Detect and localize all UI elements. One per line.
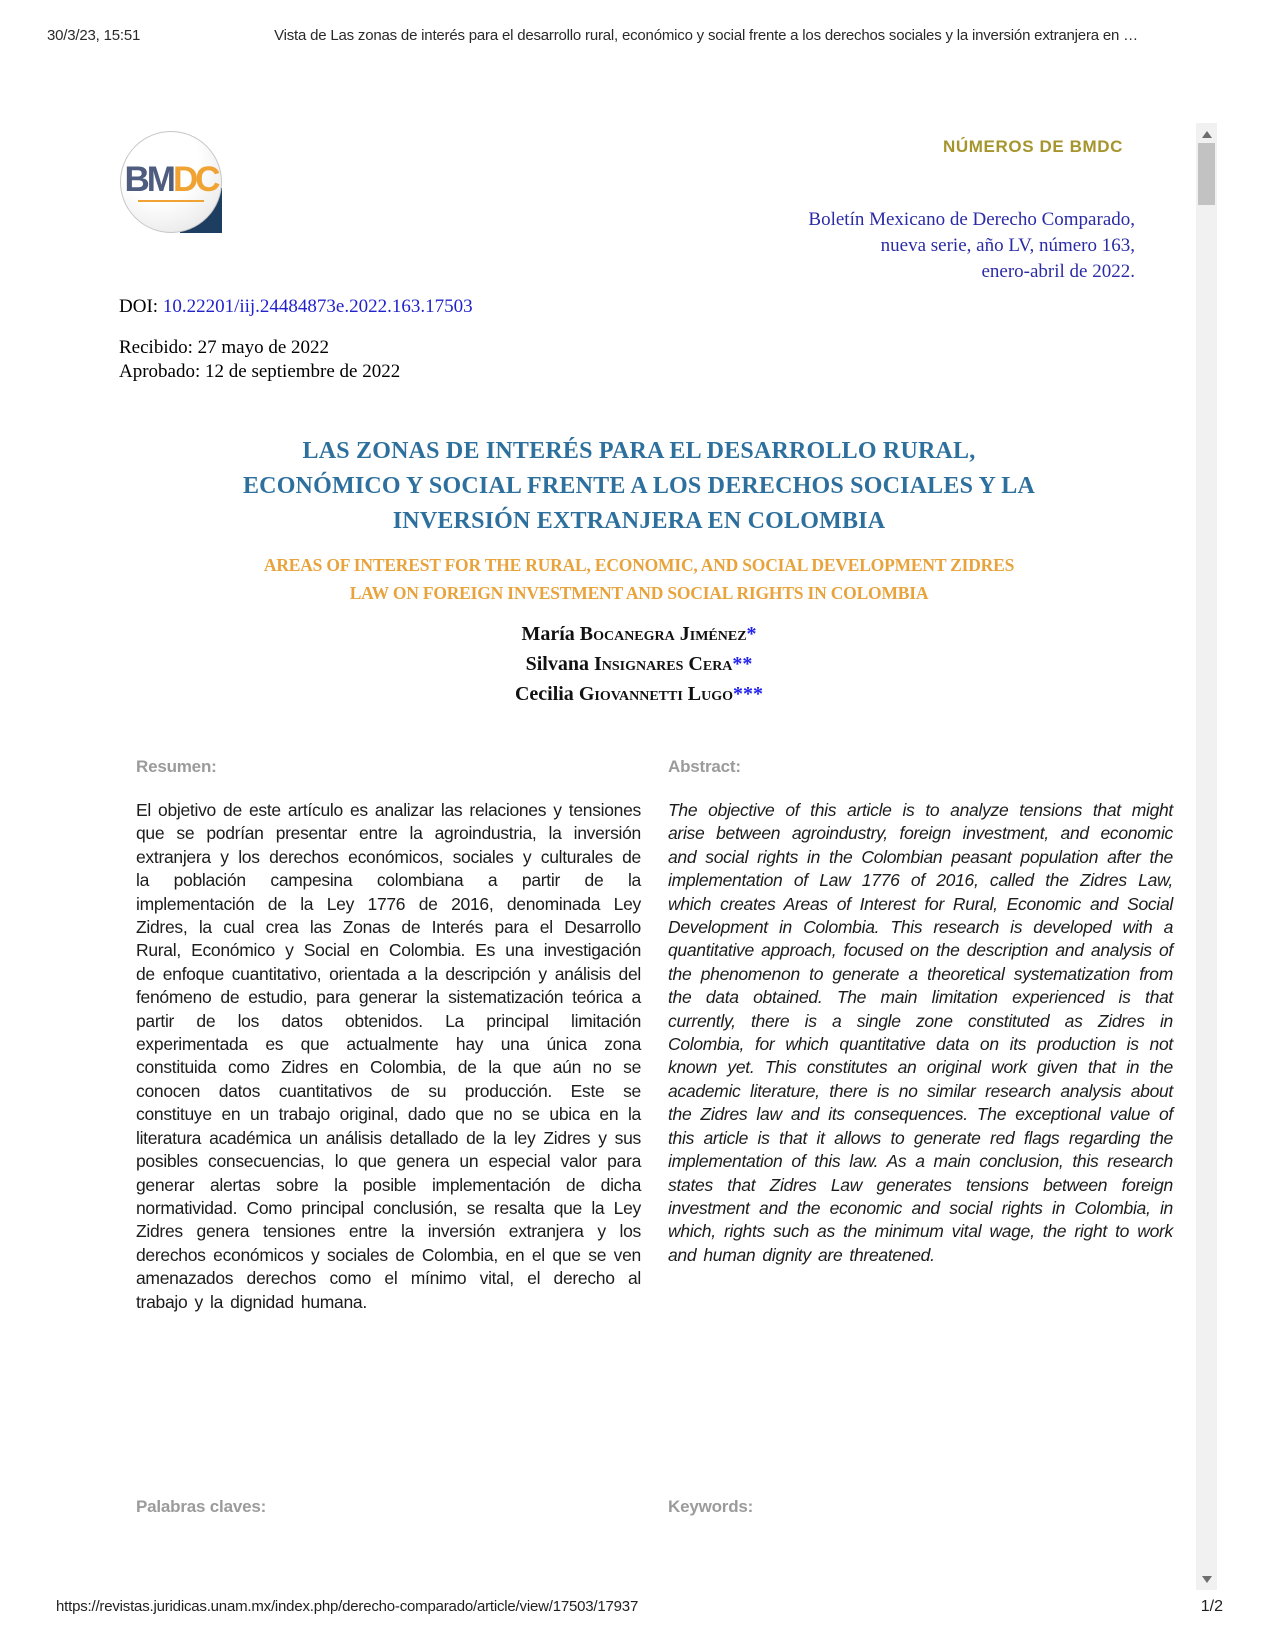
logo-letters bbox=[125, 162, 218, 197]
article-title-es bbox=[108, 434, 1170, 539]
abstract-columns bbox=[136, 757, 1173, 1314]
title-es-line-3: INVERSIÓN EXTRANJERA EN COLOMBIA bbox=[392, 508, 886, 534]
scroll-down-button[interactable] bbox=[1196, 1570, 1217, 1588]
article-title-en bbox=[128, 551, 1150, 607]
keywords-heading: Keywords: bbox=[668, 1497, 754, 1516]
approved-date: Aprobado: 12 de septiembre de 2022 bbox=[119, 361, 401, 382]
author-1-surname: Bocanegra Jiménez bbox=[579, 623, 747, 645]
scroll-down-icon bbox=[1202, 1576, 1212, 1583]
doi-label: DOI: bbox=[119, 296, 163, 317]
authors-block bbox=[108, 619, 1170, 709]
resumen-column bbox=[136, 757, 641, 1314]
bmdc-logo[interactable] bbox=[120, 131, 222, 233]
doi-link[interactable]: 10.22201/iij.24484873e.2022.163.17503 bbox=[162, 296, 473, 317]
journal-issue-info bbox=[808, 207, 1135, 285]
keywords-row bbox=[136, 1497, 1173, 1517]
issue-line-3: enero-abril de 2022. bbox=[981, 261, 1135, 282]
author-1 bbox=[108, 619, 1170, 649]
print-header-datetime: 30/3/23, 15:51 bbox=[47, 27, 141, 44]
logo-circle bbox=[120, 131, 222, 233]
title-en-line-1: AREAS OF INTEREST FOR THE RURAL, ECONOMIC, AND SOCIAL DEVELOPMENT ZIDRES bbox=[263, 555, 1015, 575]
title-es-line-1: LAS ZONAS DE INTERÉS PARA EL DESARROLLO RURAL, bbox=[302, 438, 976, 464]
scrollbar-thumb[interactable] bbox=[1198, 143, 1215, 205]
abstract-column bbox=[668, 757, 1173, 1314]
author-3-surname: Giovannetti Lugo bbox=[578, 683, 734, 705]
logo-underline bbox=[138, 200, 204, 202]
submission-dates bbox=[119, 336, 400, 384]
abstract-text: The objective of this article is to analyze tensions that might arise between agroindustry, foreign investment, and economic and social rights in the Colombian peasant population after the implementation of Law 1776 of 2016, called the Zidres Law, which creates Areas of Interest for Rural, Economic and Social Development in Colombia. This research is developed with a quantitative approach, focused on the description and analysis of the phenomenon to generate a theoretical systematization from the data obtained. The main limitation experienced is that currently, there is a single zone constituted as Zidres in Colombia, for which quantitative data on its production is not known yet. This constitutes an original work given that in the academic literature, there is no similar research analysis about the Zidres law and its consequences. The exceptional value of this article is that it allows to generate red flags regarding the implementation of this law. As a main conclusion, this research states that Zidres Law generates tensions between foreign investment and the economic and social rights in Colombia, in which, rights such as the minimum vital wage, the right to work and human dignity are threatened. bbox=[668, 800, 1173, 1265]
author-1-footnote-mark[interactable]: * bbox=[746, 623, 757, 645]
logo-letters-accent: DC bbox=[172, 160, 218, 199]
resumen-heading: Resumen: bbox=[136, 757, 217, 776]
scroll-up-icon bbox=[1202, 131, 1212, 138]
author-3-given: Cecilia bbox=[514, 683, 579, 705]
print-footer-url: https://revistas.juridicas.unam.mx/index.php/derecho-comparado/article/view/17503/17937 bbox=[56, 1598, 639, 1615]
author-2 bbox=[108, 649, 1170, 679]
author-2-given: Silvana bbox=[525, 653, 594, 675]
vertical-scrollbar[interactable] bbox=[1196, 123, 1217, 1590]
scroll-up-button[interactable] bbox=[1196, 125, 1217, 143]
logo-letters-primary: BM bbox=[124, 160, 173, 199]
numeros-de-bmdc-link[interactable]: NÚMEROS DE BMDC bbox=[943, 137, 1123, 156]
author-2-footnote-mark[interactable]: ** bbox=[732, 653, 753, 675]
author-3 bbox=[108, 679, 1170, 709]
issue-line-2: nueva serie, año LV, número 163, bbox=[880, 235, 1135, 256]
print-footer-page-indicator: 1/2 bbox=[1200, 1598, 1223, 1615]
print-header-doc-title: Vista de Las zonas de interés para el desarrollo rural, económico y social frente a los derechos sociales y la inversión extranjera en … bbox=[274, 27, 1138, 44]
received-date: Recibido: 27 mayo de 2022 bbox=[119, 337, 330, 358]
palabras-claves-heading: Palabras claves: bbox=[136, 1497, 267, 1516]
doi-line bbox=[119, 296, 473, 318]
abstract-heading: Abstract: bbox=[668, 757, 741, 776]
author-2-surname: Insignares Cera bbox=[593, 653, 733, 675]
resumen-text: El objetivo de este artículo es analizar las relaciones y tensiones que se podrían presentar entre la agroindustria, la inversión extranjera y los derechos económicos, sociales y culturales de la población campesina colombiana a partir de la implementación de la Ley 1776 de 2016, denominada Ley Zidres, la cual crea las Zonas de Interés para el Desarrollo Rural, Económico y Social en Colombia. Es una investigación de enfoque cuantitativo, orientada a la descripción y análisis del fenómeno de estudio, para generar la sistematización teórica a partir de los datos obtenidos. La principal limitación experimentada es que actualmente hay una única zona constituida como Zidres en Colombia, de la que aún no se conocen datos cuantitativos de su producción. Este se constituye en un trabajo original, dado que no se ubica en la literatura académica un análisis detallado de la ley Zidres y sus posibles consecuencias, lo que genera un especial valor para generar alertas sobre la posible implementación de dicha normatividad. Como principal conclusión, se resalta que la Ley Zidres genera tensiones entre la inversión extranjera y los derechos económicos y sociales de Colombia, en el que se ven amenazados derechos como el mínimo vital, el derecho al trabajo y la dignidad humana. bbox=[136, 800, 641, 1312]
author-3-footnote-mark[interactable]: *** bbox=[733, 683, 764, 705]
title-es-line-2: ECONÓMICO Y SOCIAL FRENTE A LOS DERECHOS SOCIALES Y LA bbox=[242, 473, 1036, 499]
title-en-line-2: LAW ON FOREIGN INVESTMENT AND SOCIAL RIGHTS IN COLOMBIA bbox=[349, 583, 929, 603]
author-1-given: María bbox=[521, 623, 580, 645]
issue-line-1: Boletín Mexicano de Derecho Comparado, bbox=[808, 209, 1135, 230]
